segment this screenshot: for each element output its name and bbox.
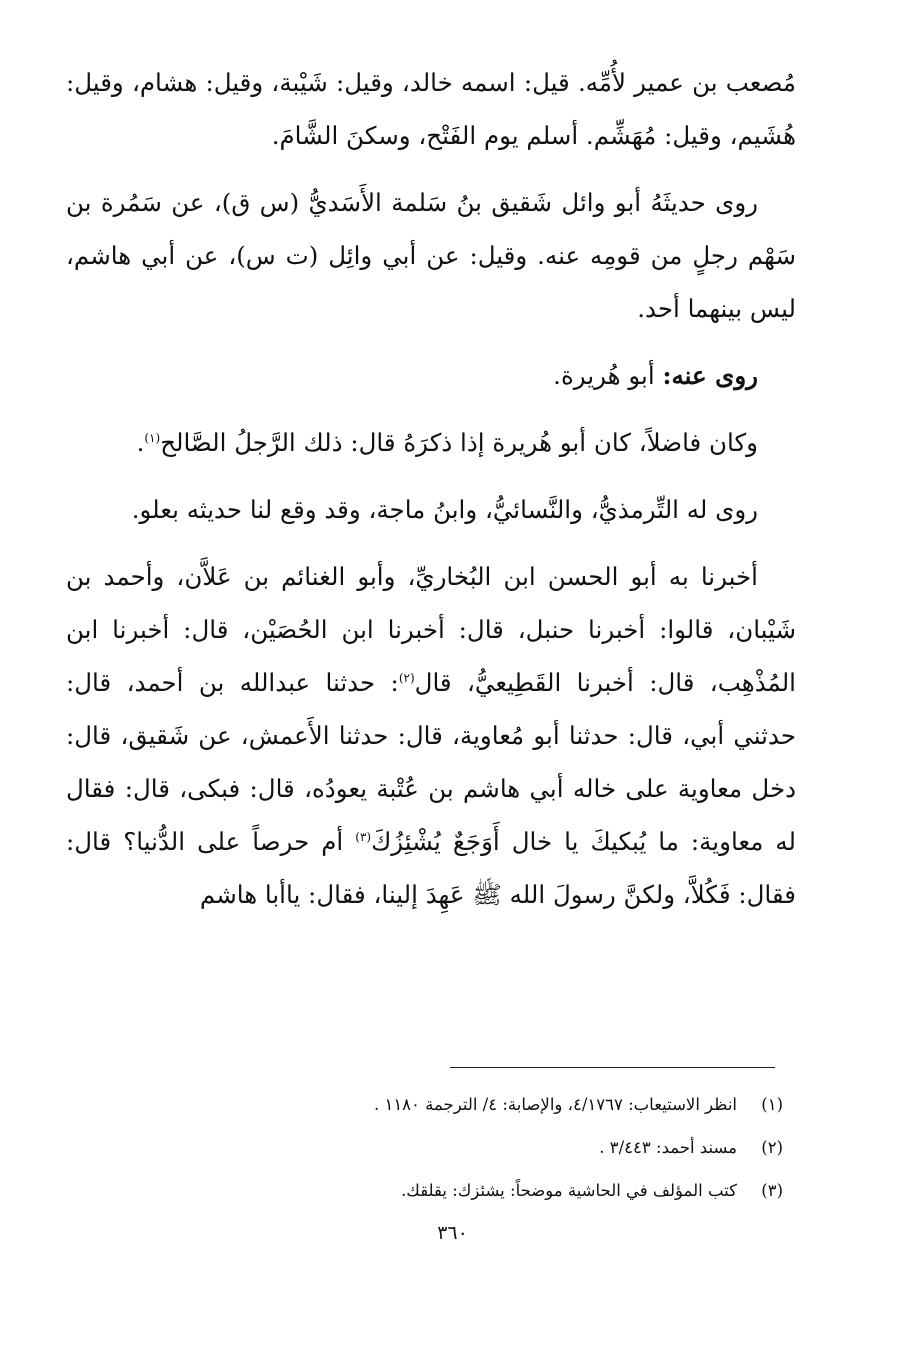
footnote-divider [450, 1067, 775, 1068]
footnote-item [143, 1093, 783, 1117]
paragraph-biography [66, 56, 796, 162]
paragraph-narrated-from [66, 349, 796, 402]
main-text [66, 56, 796, 935]
footnote-ref: (٣) [355, 829, 372, 844]
paragraph-text: أبو هُريرة. [553, 361, 663, 390]
paragraph-narration [66, 176, 796, 335]
footnotes [143, 1093, 783, 1222]
footnote-number: (١) [761, 1095, 783, 1114]
page-number: ٣٦٠ [437, 1222, 468, 1244]
paragraph-isnad [66, 550, 796, 921]
paragraph-text: : حدثنا عبدالله بن أحمد، قال: حدثني أبي، قال: حدثنا أبو مُعاوية، قال: حدثنا الأَعمش، عن شَقيق، قال: دخل معاوية على خاله أبي هاشم بن عُتْبة يعودُه، قال: فبكى، قال: فقال له معاوية: ما يُبكيكَ يا خال أَوَجَعٌ يُشْئِزُكَ [66, 668, 796, 856]
footnote-item [143, 1136, 783, 1160]
paragraph-text: روى له التِّرمذيُّ، والنَّسائيُّ، وابنُ ماجة، وقد وقع لنا حديثه بعلو. [131, 495, 758, 524]
footnote-number: (٣) [761, 1181, 783, 1200]
footnote-number: (٢) [761, 1138, 783, 1157]
paragraph-text: روى حديثَهُ أبو وائل شَقيق بنُ سَلمة الأَسَديُّ (س ق)، عن سَمُرة بن سَهْم رجلٍ من قومِه عنه. وقيل: عن أبي وائِل (ت س)، عن أبي هاشم، ليس بينهما أحد. [66, 188, 796, 323]
paragraph-text: . [136, 428, 145, 457]
footnote-item [143, 1179, 783, 1203]
paragraph-narrators [66, 483, 796, 536]
footnote-ref: (٢) [398, 670, 415, 685]
paragraph-text: وكان فاضلاً، كان أبو هُريرة إذا ذكرَهُ قال: ذلك الرَّجلُ الصَّالح [160, 428, 758, 457]
paragraph-text: أم حرصاً على الدُّنيا؟ قال: فقال: فَكُلاَّ، ولكنَّ رسولَ الله ﷺ عَهِدَ إلينا، فقال: ياأبا هاشم [66, 827, 796, 909]
footnote-text: كتب المؤلف في الحاشية موضحاً: يشئزك: يقلقك. [401, 1181, 737, 1200]
footnote-text: انظر الاستيعاب: ٤/١٧٦٧، والإصابة: ٤/ الترجمة ١١٨٠ . [373, 1095, 737, 1114]
footnote-ref: (١) [144, 430, 161, 445]
paragraph-text: مُصعب بن عمير لأُمِّه. قيل: اسمه خالد، وقيل: شَيْبة، وقيل: هشام، وقيل: هُشَيم، وقيل: مُهَشِّم. أسلم يوم الفَتْح، وسكنَ الشَّامَ. [66, 68, 796, 150]
narrated-from-label: روى عنه: [662, 361, 758, 390]
paragraph-text: أخبرنا به أبو الحسن ابن البُخاريِّ، وأبو الغنائم بن عَلاَّن، وأحمد بن شَيْبان، قالوا: أخبرنا حنبل، قال: أخبرنا ابن الحُصَيْن، قال: أخبرنا ابن المُذْهِب، قال: أخبرنا القَطِيعيُّ، قال [66, 562, 796, 697]
footnote-text: مسند أحمد: ٣/٤٤٣ . [599, 1138, 737, 1157]
paragraph-virtue [66, 416, 796, 469]
